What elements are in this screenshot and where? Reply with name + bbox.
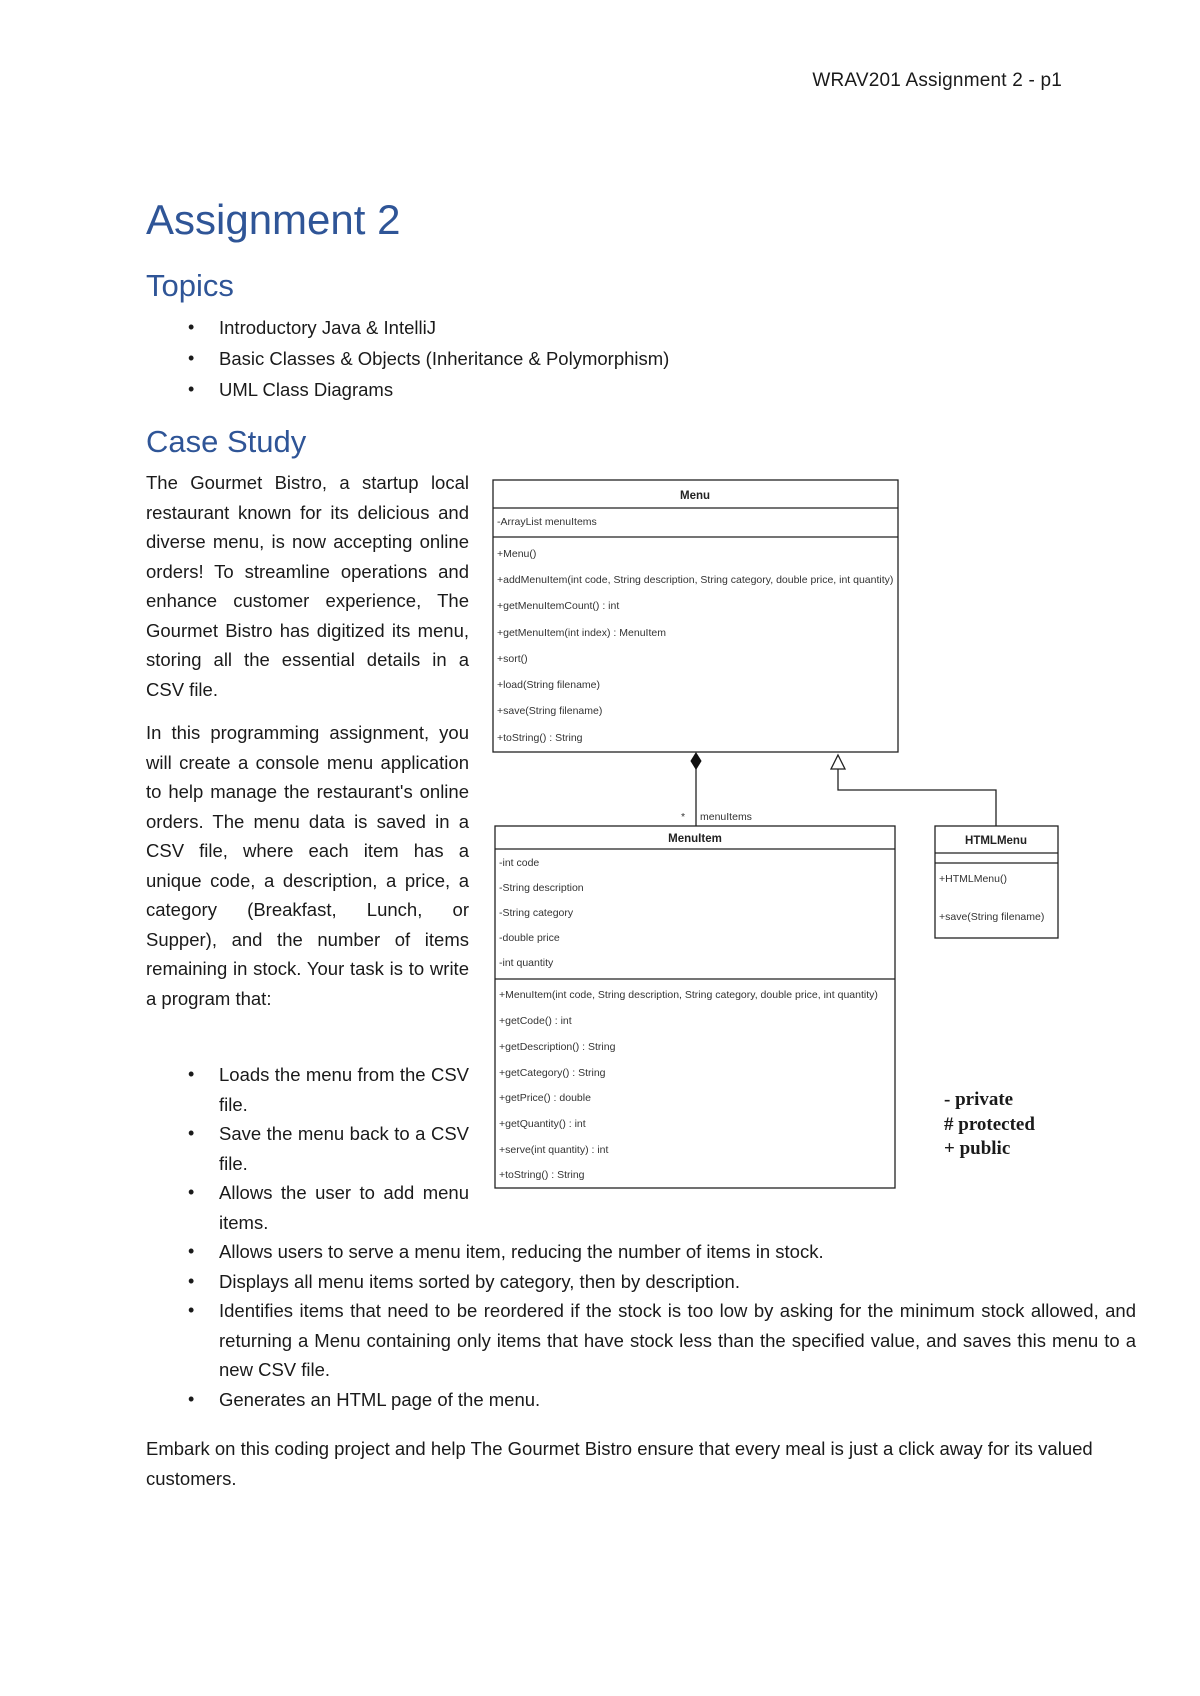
inheritance-triangle [831,755,845,769]
htmlmenu-method: +HTMLMenu() [939,873,1007,885]
menu-method: +sort() [497,653,528,665]
list-item: • Allows users to serve a menu item, reducing the number of items in stock. [146,1237,1136,1267]
uml-class-htmlmenu [935,826,1058,938]
menuitem-attr: -String description [499,882,584,894]
menuitem-attr: -String category [499,907,574,919]
menu-method: +getMenuItem(int index) : MenuItem [497,627,666,639]
list-item: • UML Class Diagrams [146,374,669,405]
menuitem-method: +getQuantity() : int [499,1118,586,1130]
menuitem-attr: -int quantity [499,957,554,969]
list-item: • Displays all menu items sorted by category, then by description. [146,1267,1136,1297]
composition-connector [681,753,752,826]
intro-paragraph: The Gourmet Bistro, a startup local restaurant known for its delicious and diverse menu, is now accepting online orders! To streamline operations and enhance customer experience, The Gourmet Bistro has digitized its menu, storing all the essential details in a CSV file. [146,472,469,700]
page-title: Assignment 2 [146,196,401,243]
page-header: WRAV201 Assignment 2 - p1 [812,70,1062,91]
list-item: • Allows the user to add menu items. [146,1178,469,1237]
menu-method: +getMenuItemCount() : int [497,600,620,612]
composition-diamond [691,753,701,769]
menuitem-attr: -int code [499,857,540,869]
menu-method: +save(String filename) [497,705,603,717]
menu-method: +Menu() [497,548,537,560]
list-item: • Loads the menu from the CSV file. [146,1060,469,1119]
task-paragraph: In this programming assignment, you will create a console menu application to help manage the restaurant's online orders. The menu data is saved in a CSV file, where each item has a unique code, a description, a price, a category (Breakfast, Lunch, or Supper), and the number of items remaining in stock. Your task is to write a program that: [146,722,469,1009]
legend-item: - private [944,1089,1014,1110]
menuitem-method: +serve(int quantity) : int [499,1144,609,1156]
inheritance-connector [831,755,996,826]
list-item: • Basic Classes & Objects (Inheritance & Polymorphism) [146,343,669,374]
uml-class-menu [493,480,898,752]
menu-method: +toString() : String [497,732,583,744]
menu-method: +load(String filename) [497,679,601,691]
uml-class-menuitem [495,826,895,1188]
menuitem-class-name: MenuItem [668,833,722,845]
menuitem-method: +getPrice() : double [499,1092,591,1104]
menuitem-method: +getCode() : int [499,1015,572,1027]
menu-method: +addMenuItem(int code, String description, String category, double price, int quantity) [497,574,894,586]
closing-paragraph: Embark on this coding project and help The Gourmet Bistro ensure that every meal is just a click away for its valued customers. [146,1438,1093,1489]
menuitem-method: +getDescription() : String [499,1041,616,1053]
menu-attr: -ArrayList menuItems [497,516,597,528]
role-label: menuItems [700,811,752,823]
list-item: • Introductory Java & IntelliJ [146,312,669,343]
htmlmenu-class-name: HTMLMenu [965,835,1027,847]
list-item: • Generates an HTML page of the menu. [146,1385,1136,1415]
menuitem-attr: -double price [499,932,560,944]
htmlmenu-method: +save(String filename) [939,911,1045,923]
topics-heading: Topics [146,268,234,303]
list-item: • Identifies items that need to be reordered if the stock is too low by asking for the minimum stock allowed, and returning a Menu containing only items that have stock less than the specified value, and saves this menu to a new CSV file. [146,1296,1136,1385]
legend-item: # protected [944,1113,1035,1135]
visibility-legend [944,1088,1035,1162]
multiplicity-label: * [681,811,686,823]
case-study-heading: Case Study [146,424,307,459]
menuitem-method: +toString() : String [499,1169,585,1181]
menuitem-method: +MenuItem(int code, String description, String category, double price, int quantity) [499,989,878,1001]
menuitem-method: +getCategory() : String [499,1067,606,1079]
legend-item: + public [944,1138,1011,1159]
menu-class-name: Menu [679,490,711,502]
list-item: • Save the menu back to a CSV file. [146,1119,469,1178]
